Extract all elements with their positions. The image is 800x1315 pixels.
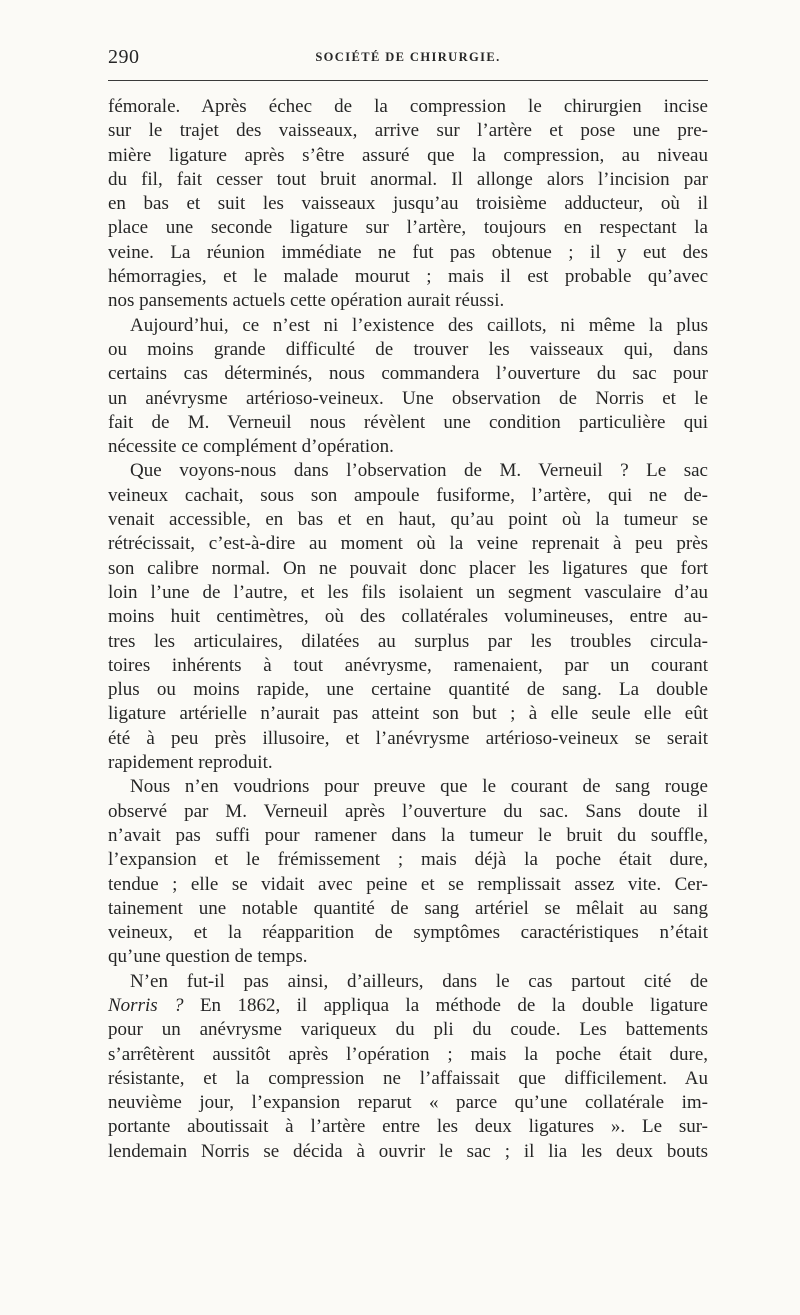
header-rule [108,80,708,81]
running-title: SOCIÉTÉ DE CHIRURGIE. [315,50,501,64]
text-line: un anévrysme artérioso-veineux. Une observation de Norris et le [108,387,708,409]
text-line: fait de M. Verneuil nous révèlent une condition particulière qui [108,411,708,433]
text-line: tres les articulaires, dilatées au surplus par les troubles circula- [108,630,708,652]
body-text [108,95,708,1164]
text-line [108,994,708,1018]
text-line: rapidement reproduit. [108,752,273,774]
text-line: ou moins grande difficulté de trouver les vaisseaux qui, dans [108,338,708,360]
text-line: sur le trajet des vaisseaux, arrive sur l’artère et pose une pre- [108,120,708,142]
text-line: en bas et suit les vaisseaux jusqu’au troisième adducteur, où il [108,193,708,215]
text-line: du fil, fait cesser tout bruit anormal. Il allonge alors l’incision par [108,168,708,190]
text-line: tainement une notable quantité de sang artériel se mêlait au sang [108,897,708,919]
text-line: veineux, et la réapparition de symptômes caractéristiques n’était [108,922,708,944]
text-line: neuvième jour, l’expansion reparut « parce qu’une collatérale im- [108,1092,708,1114]
paragraph-start-line: Que voyons-nous dans l’observation de M. Verneuil ? Le sac [130,460,708,482]
text-line: venait accessible, en bas et en haut, qu’au point où la tumeur se [108,509,708,531]
text-line: ligature artérielle n’aurait pas atteint son but ; à elle seule elle eût [108,703,708,725]
text-line: fémorale. Après échec de la compression le chirurgien incise [108,96,708,117]
line-remainder: En 1862, il appliqua la méthode de la double ligature [183,994,708,1016]
text-line: pour un anévrysme variqueux du pli du coude. Les battements [108,1019,708,1041]
text-line: l’expansion et le frémissement ; mais déjà la poche était dure, [108,849,708,871]
paragraph-start-line: Nous n’en voudrions pour preuve que le courant de sang rouge [130,776,708,798]
text-line: qu’une question de temps. [108,946,308,968]
text-line: hémorragies, et le malade mourut ; mais il est probable qu’avec [108,266,708,288]
italic-name-norris: Norris ? [108,994,184,1016]
text-line: rétrécissait, c’est-à-dire au moment où la veine reprenait à peu près [108,533,708,555]
text-line: loin l’une de l’autre, et les fils isolaient un segment vasculaire d’au [108,581,708,603]
text-line: veineux cachait, sous son ampoule fusiforme, l’artère, qui ne de- [108,484,708,506]
text-line: observé par M. Verneuil après l’ouverture du sac. Sans doute il [108,800,708,822]
text-line: été à peu près illusoire, et l’anévrysme artérioso-veineux se serait [108,727,708,749]
text-line: place une seconde ligature sur l’artère, toujours en respectant la [108,217,708,239]
text-line: nos pansements actuels cette opération aurait réussi. [108,290,505,312]
paragraph-start-line: Aujourd’hui, ce n’est ni l’existence des caillots, ni même la plus [130,314,708,336]
page-number: 290 [108,46,140,68]
text-line: moins huit centimètres, où des collatérales volumineuses, entre au- [108,606,708,628]
page-header [108,46,708,74]
text-line: toires inhérents à tout anévrysme, ramenaient, par un courant [108,654,708,676]
text-line: plus ou moins rapide, une certaine quantité de sang. La double [108,679,708,701]
text-line: mière ligature après s’être assuré que la compression, au niveau [108,144,708,166]
text-line: n’avait pas suffi pour ramener dans la tumeur le bruit du souffle, [108,824,708,846]
paragraph-start-line: N’en fut-il pas ainsi, d’ailleurs, dans le cas partout cité de [130,970,708,992]
text-line: lendemain Norris se décida à ouvrir le sac ; il lia les deux bouts [108,1140,708,1162]
text-line: s’arrêtèrent aussitôt après l’opération ; mais la poche était dure, [108,1043,708,1065]
text-line: nécessite ce complément d’opération. [108,436,394,458]
text-line: veine. La réunion immédiate ne fut pas obtenue ; il y eut des [108,241,708,263]
text-line: certains cas déterminés, nous commandera l’ouverture du sac pour [108,363,708,385]
text-line: résistante, et la compression ne l’affaissait que difficilement. Au [108,1067,708,1089]
text-line: tendue ; elle se vidait avec peine et se remplissait assez vite. Cer- [108,873,708,895]
text-line: portante aboutissait à l’artère entre les deux ligatures ». Le sur- [108,1116,708,1138]
text-line: son calibre normal. On ne pouvait donc placer les ligatures que fort [108,557,708,579]
